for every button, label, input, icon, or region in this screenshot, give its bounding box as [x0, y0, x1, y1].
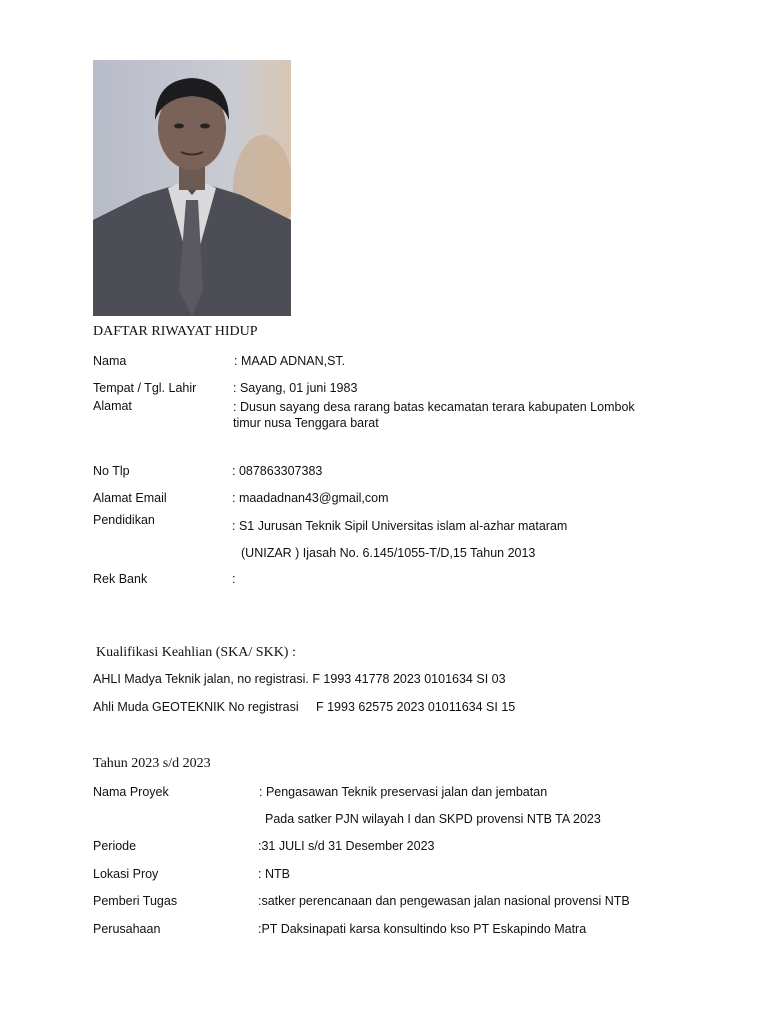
education-label: Pendidikan	[93, 513, 155, 527]
document-title: DAFTAR RIWAYAT HIDUP	[93, 324, 258, 339]
phone-label: No Tlp	[93, 464, 130, 478]
name-label: Nama	[93, 354, 127, 368]
company-label: Perusahaan	[93, 922, 161, 936]
profile-photo	[93, 60, 291, 316]
qualification-item-value: F 1993 62575 2023 01011634 SI 15	[316, 700, 516, 714]
location-value: : NTB	[258, 867, 290, 881]
bank-value: :	[232, 572, 236, 586]
employer-value: :satker perencanaan dan pengewasan jalan nasional provensi NTB	[258, 894, 630, 908]
project-value: : Pengasawan Teknik preservasi jalan dan jembatan	[259, 785, 548, 799]
period-label: Periode	[93, 839, 137, 853]
birth-label: Tempat / Tgl. Lahir	[93, 381, 197, 395]
email-label: Alamat Email	[93, 491, 167, 505]
employer-label: Pemberi Tugas	[93, 894, 178, 908]
name-value: : MAAD ADNAN,ST.	[234, 354, 346, 368]
project-label: Nama Proyek	[93, 785, 169, 799]
year-heading: Tahun 2023 s/d 2023	[93, 756, 211, 771]
address-value: : Dusun sayang desa rarang batas kecamatan terara kabupaten Lombok timur nusa Tenggara barat	[233, 400, 635, 430]
period-value: :31 JULI s/d 31 Desember 2023	[258, 839, 435, 853]
phone-value: : 087863307383	[232, 464, 323, 478]
company-value: :PT Daksinapati karsa konsultindo kso PT Eskapindo Matra	[258, 922, 587, 936]
qualification-item: AHLI Madya Teknik jalan, no registrasi. F 1993 41778 2023 0101634 SI 03	[93, 672, 506, 686]
project-value-continued: Pada satker PJN wilayah I dan SKPD provensi NTB TA 2023	[265, 812, 601, 826]
birth-value: : Sayang, 01 juni 1983	[233, 381, 358, 395]
location-label: Lokasi Proy	[93, 867, 159, 881]
bank-label: Rek Bank	[93, 572, 148, 586]
address-label: Alamat	[93, 399, 132, 413]
qualification-heading: Kualifikasi Keahlian (SKA/ SKK) :	[96, 645, 296, 660]
email-value: : maadadnan43@gmail,com	[232, 491, 389, 505]
education-value: : S1 Jurusan Teknik Sipil Universitas islam al-azhar mataram	[232, 519, 568, 533]
qualification-item-label: Ahli Muda GEOTEKNIK No registrasi	[93, 700, 299, 714]
education-value-continued: (UNIZAR ) Ijasah No. 6.145/1055-T/D,15 Tahun 2013	[241, 546, 536, 560]
